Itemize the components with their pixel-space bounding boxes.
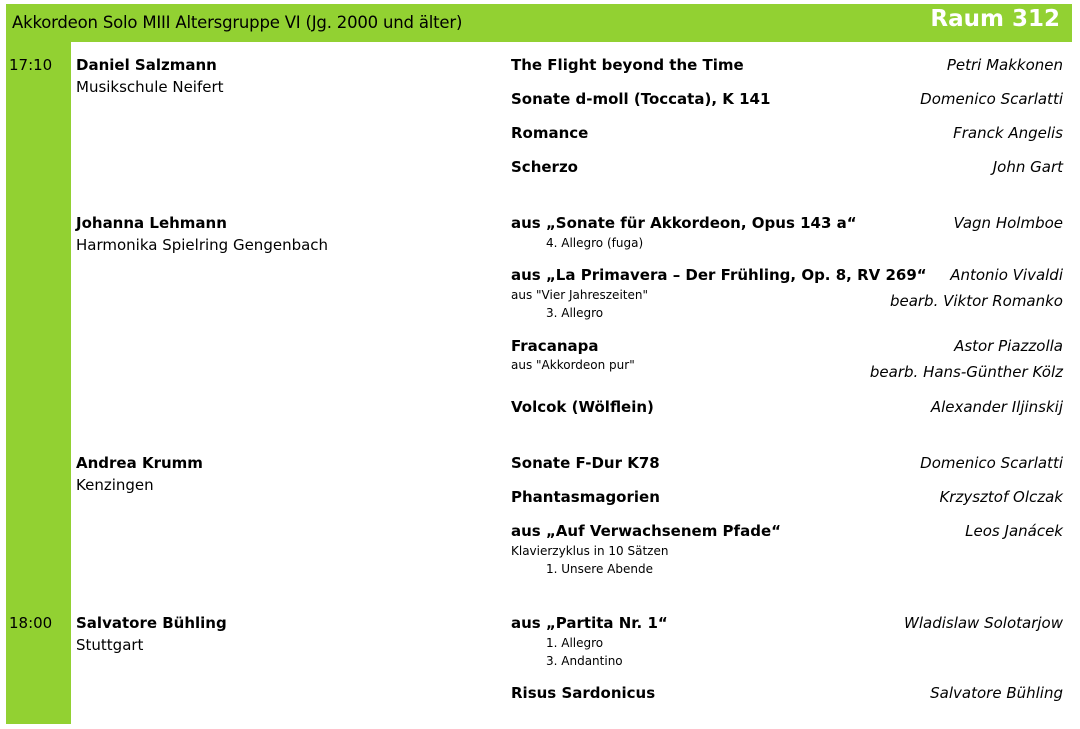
movement-detail: 4. Allegro (fuga) xyxy=(546,236,644,250)
time-slot: 17:10 xyxy=(9,56,53,74)
piece-source: aus "Akkordeon pur" xyxy=(511,358,635,372)
piece-title: The Flight beyond the Time xyxy=(511,56,744,74)
composer: Franck Angelis xyxy=(953,124,1063,142)
performer-name: Salvatore Bühling xyxy=(76,614,227,632)
header-bar xyxy=(6,4,1072,42)
movement-detail: 3. Andantino xyxy=(546,654,623,668)
piece-title: aus „La Primavera – Der Frühling, Op. 8, RV 269“ xyxy=(511,266,927,284)
performer-school: Kenzingen xyxy=(76,476,154,494)
performer-school: Musikschule Neifert xyxy=(76,78,224,96)
composer: Krzysztof Olczak xyxy=(939,488,1063,506)
time-slot: 18:00 xyxy=(9,614,53,632)
composer: Alexander Iljinskij xyxy=(930,398,1063,416)
room-label: Raum 312 xyxy=(930,6,1060,32)
piece-title: Sonate d-moll (Toccata), K 141 xyxy=(511,90,771,108)
piece-title: aus „Partita Nr. 1“ xyxy=(511,614,668,632)
movement-detail: 3. Allegro xyxy=(546,306,604,320)
piece-title: Sonate F-Dur K78 xyxy=(511,454,660,472)
performer-name: Andrea Krumm xyxy=(76,454,203,472)
performer-name: Johanna Lehmann xyxy=(76,214,227,232)
movement-detail: 1. Unsere Abende xyxy=(546,562,653,576)
composer: John Gart xyxy=(992,158,1063,176)
performer-school: Harmonika Spielring Gengenbach xyxy=(76,236,329,254)
performer-school: Stuttgart xyxy=(76,636,144,654)
piece-title: Phantasmagorien xyxy=(511,488,660,506)
composer: Vagn Holmboe xyxy=(953,214,1063,232)
arranger: bearb. Hans-Günther Kölz xyxy=(869,363,1063,381)
piece-title: Scherzo xyxy=(511,158,578,176)
piece-source: aus "Vier Jahreszeiten" xyxy=(511,288,648,302)
composer: Petri Makkonen xyxy=(946,56,1063,74)
piece-title: aus „Sonate für Akkordeon, Opus 143 a“ xyxy=(511,214,857,232)
movement-detail: 1. Allegro xyxy=(546,636,604,650)
arranger: bearb. Viktor Romanko xyxy=(889,292,1063,310)
composer: Astor Piazzolla xyxy=(954,337,1063,355)
piece-title: Volcok (Wölflein) xyxy=(511,398,654,416)
composer: Domenico Scarlatti xyxy=(920,454,1063,472)
composer: Antonio Vivaldi xyxy=(950,266,1063,284)
piece-title: Fracanapa xyxy=(511,337,599,355)
piece-title: aus „Auf Verwachsenem Pfade“ xyxy=(511,522,781,540)
composer: Wladislaw Solotarjow xyxy=(904,614,1063,632)
piece-source: Klavierzyklus in 10 Sätzen xyxy=(511,544,669,558)
piece-title: Romance xyxy=(511,124,589,142)
composer: Leos Janácek xyxy=(965,522,1063,540)
performer-name: Daniel Salzmann xyxy=(76,56,217,74)
composer: Salvatore Bühling xyxy=(930,684,1063,702)
composer: Domenico Scarlatti xyxy=(920,90,1063,108)
piece-title: Risus Sardonicus xyxy=(511,684,656,702)
page-title: Akkordeon Solo MIII Altersgruppe VI (Jg. 2000 und älter) xyxy=(12,13,463,32)
